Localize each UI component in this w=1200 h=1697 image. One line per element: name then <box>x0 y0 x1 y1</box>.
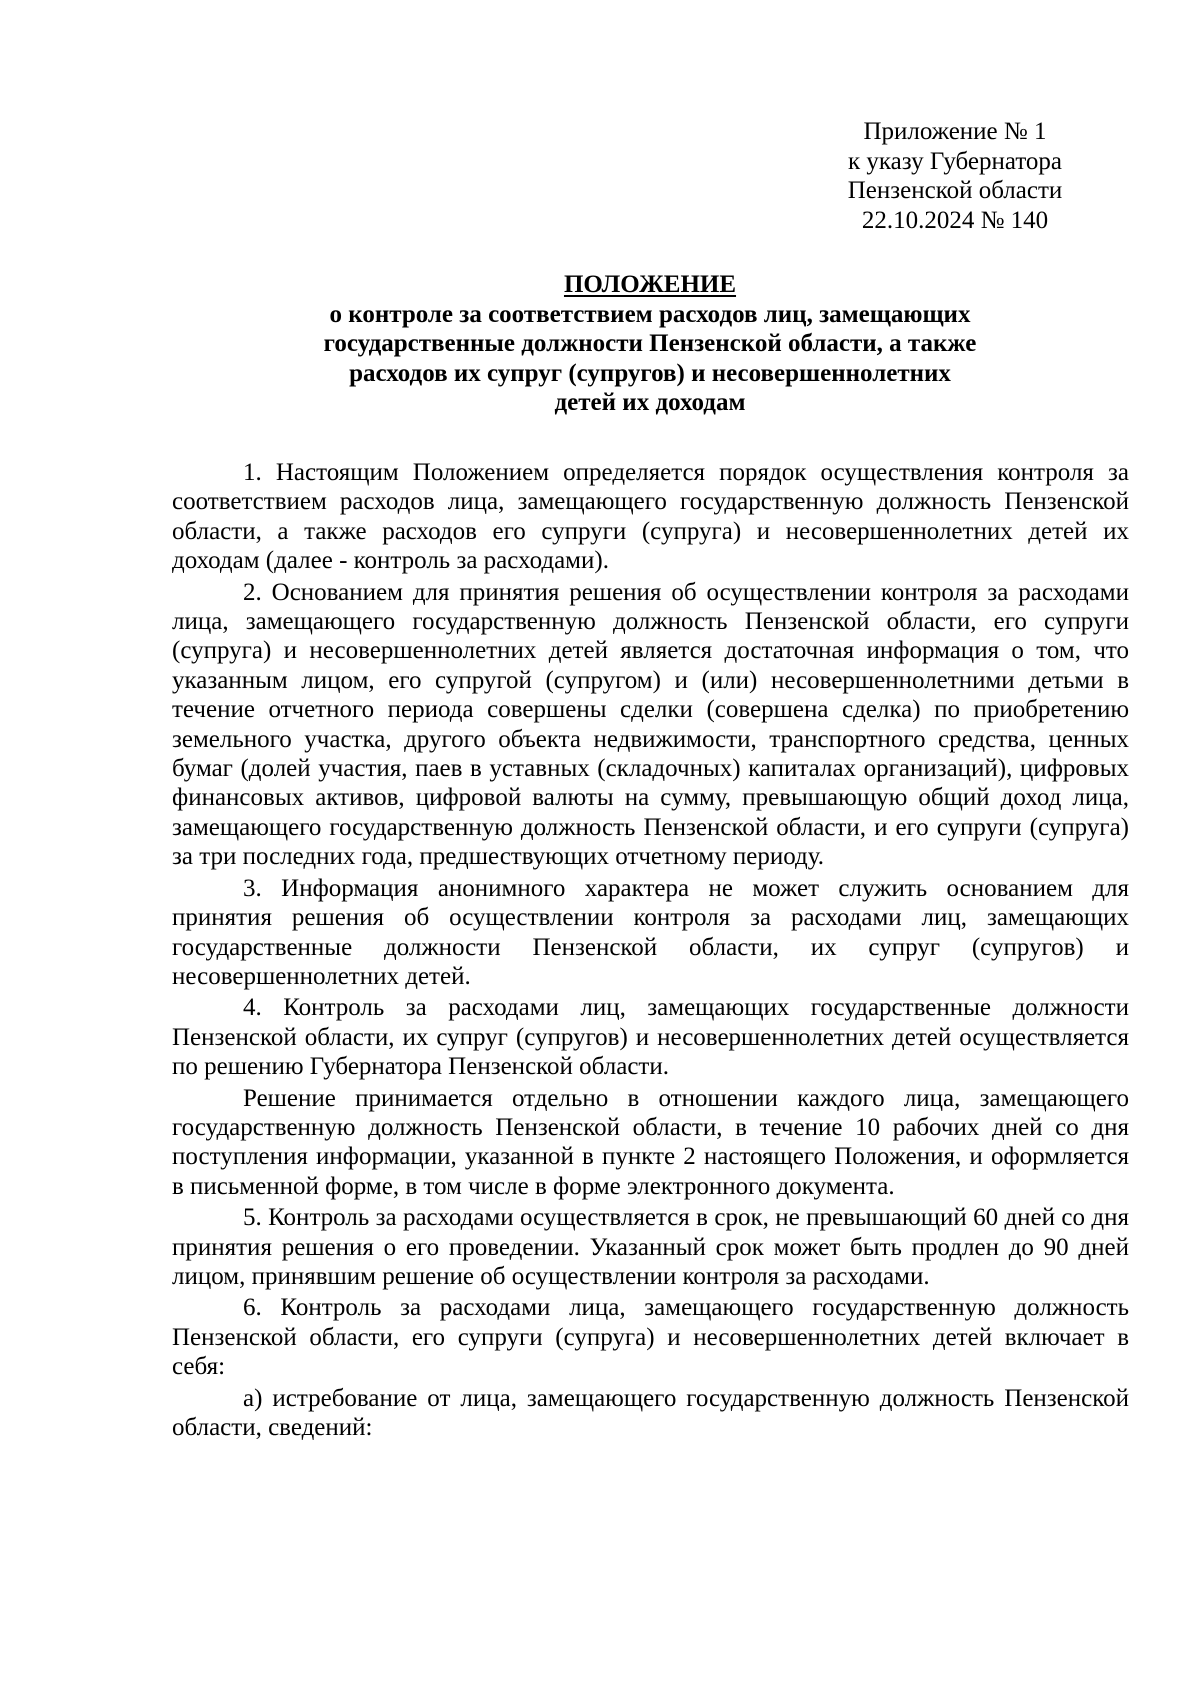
paragraph-4: 4. Контроль за расходами лиц, замещающих государственные должности Пензенской области, их супруг (супругов) и несовершеннолетних детей осуществляется по решению Губернатора Пензенской области. <box>172 994 1129 1081</box>
document-subtitle-line: расходов их супруг (супругов) и несовершеннолетних <box>349 359 951 387</box>
appendix-line: Пензенской области <box>847 177 1063 204</box>
appendix-block <box>800 117 1110 235</box>
paragraph-6-a: а) истребование от лица, замещающего государственную должность Пензенской области, сведений: <box>172 1384 1129 1441</box>
paragraph-6: 6. Контроль за расходами лица, замещающего государственную должность Пензенской области, его супруги (супруга) и несовершеннолетних детей включает в себя: <box>172 1294 1129 1381</box>
paragraph-1: 1. Настоящим Положением определяется порядок осуществления контроля за соответствием расходов лица, замещающего государственную должность Пензенской области, а также расходов его супруги (супруга) и несовершеннолетних детей их доходам (далее - контроль за расходами). <box>172 459 1129 575</box>
document-subtitle-line: детей их доходам <box>554 389 746 416</box>
appendix-line: Приложение № 1 <box>863 118 1047 145</box>
appendix-date-number: 22.10.2024 № 140 <box>861 206 1049 234</box>
document-body <box>172 458 1129 1444</box>
paragraph-3: 3. Информация анонимного характера не может служить основанием для принятия решения об осуществлении контроля за расходами лиц, замещающих государственные должности Пензенской области, их супруг (супругов) и несовершеннолетних детей. <box>172 874 1129 990</box>
paragraph-5: 5. Контроль за расходами осуществляется в срок, не превышающий 60 дней со дня принятия решения о его проведении. Указанный срок может быть продлен до 90 дней лицом, принявшим решение об осуществлении контроля за расходами. <box>172 1204 1129 1290</box>
document-subtitle-line: о контроле за соответствием расходов лиц, замещающих <box>329 300 971 328</box>
document-title: ПОЛОЖЕНИЕ <box>563 271 737 298</box>
paragraph-2: 2. Основанием для принятия решения об осуществлении контроля за расходами лица, замещающего государственную должность Пензенской области, его супруги (супруга) и несовершеннолетних детей является достаточная информация о том, что указанным лицом, его супругой (супругом) и (или) несовершеннолетними детьми в течение отчетного периода совершены сделки (совершена сделка) по приобретению земельного участка, другого объекта недвижимости, транспортного средства, ценных бумаг (долей участия, паев в уставных (складочных) капиталах организаций), цифровых финансовых активов, цифровой валюты на сумму, превышающую общий доход лица, замещающего государственную должность Пензенской области, и его супруги (супруга) за три последних года, предшествующих отчетному периоду. <box>172 578 1129 871</box>
document-title-block <box>170 270 1130 418</box>
document-subtitle-line: государственные должности Пензенской области, а также <box>323 330 977 357</box>
appendix-line: к указу Губернатора <box>847 147 1063 175</box>
paragraph-4-decision: Решение принимается отдельно в отношении каждого лица, замещающего государственную должность Пензенской области, в течение 10 рабочих дней со дня поступления информации, указанной в пункте 2 настоящего Положения, и оформляется в письменной форме, в том числе в форме электронного документа. <box>172 1084 1129 1200</box>
